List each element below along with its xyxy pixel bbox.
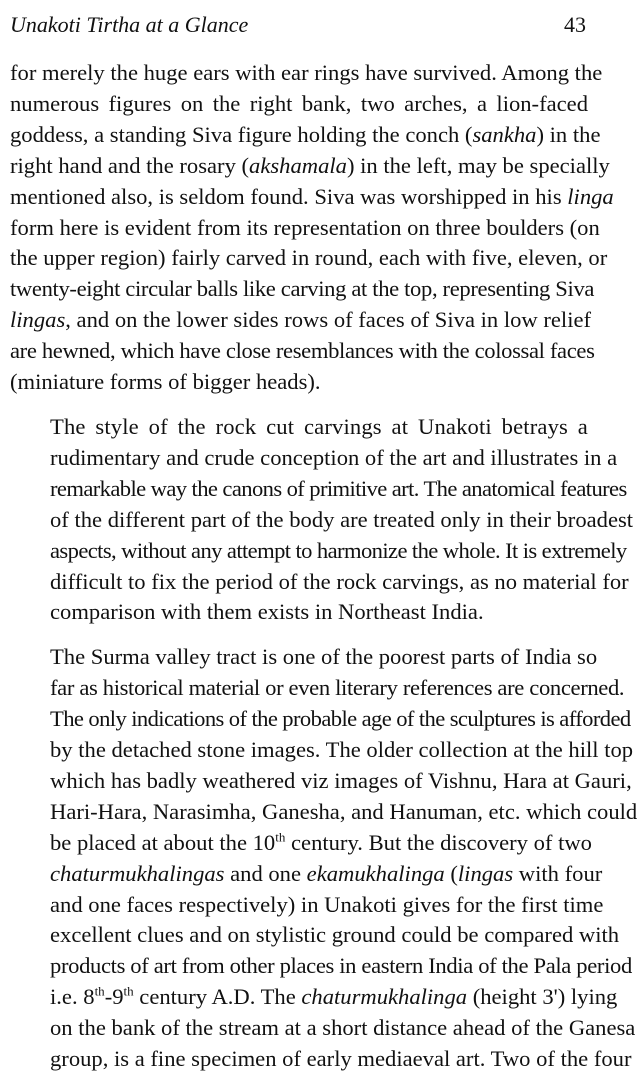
text-line: chaturmukhalingas and one ekamukhalinga (lingas with four (50, 860, 603, 886)
text-line: excellent clues and on stylistic ground could be compared with (50, 922, 620, 948)
paragraph-3 (10, 642, 637, 1075)
text-line: and one faces respectively) in Unakoti gives for the first time (50, 891, 604, 917)
page-body (10, 58, 637, 1075)
text-line: on the bank of the stream at a short distance ahead of the Ganesa (50, 1015, 636, 1041)
running-title: Unakoti Tirtha at a Glance (10, 12, 249, 37)
text-line: numerous figures on the right bank, two arches, a lion-faced (10, 90, 588, 116)
text-line: for merely the huge ears with ear rings have survived. Among the (10, 60, 603, 85)
text-line: be placed at about the 10th century. But the discovery of two (50, 829, 592, 855)
text-line: the upper region) fairly carved in round, each with five, eleven, or (10, 245, 608, 271)
text-line: lingas, and on the lower sides rows of faces of Siva in low relief (10, 307, 592, 333)
text-line: group, is a fine specimen of early mediaeval art. Two of the four (50, 1046, 632, 1072)
text-line: which has badly weathered viz images of Vishnu, Hara at Gauri, (50, 767, 632, 793)
paragraph-2 (10, 412, 634, 628)
text-line: goddess, a standing Siva figure holding the conch (sankha) in the (10, 121, 601, 147)
text-line: are hewned, which have close resemblances with the colossal faces (10, 338, 595, 364)
text-line: The only indications of the probable age of the sculptures is afforded (50, 706, 631, 732)
text-line: right hand and the rosary (akshamala) in the left, may be specially (10, 152, 610, 178)
text-line: products of art from other places in eastern India of the Pala period (50, 953, 632, 979)
paragraph-1 (10, 58, 614, 398)
text-line: i.e. 8th-9th century A.D. The chaturmukhalinga (height 3') lying (50, 983, 618, 1010)
text-line: difficult to fix the period of the rock carvings, as no material for (50, 568, 629, 594)
page-number: 43 (564, 12, 586, 37)
text-line: Hari-Hara, Narasimha, Ganesha, and Hanuman, etc. which could (50, 798, 637, 824)
text-line: aspects, without any attempt to harmonize the whole. It is extremely (50, 537, 627, 563)
text-line: by the detached stone images. The older collection at the hill top (50, 737, 634, 763)
text-line: The Surma valley tract is one of the poorest parts of India so (50, 644, 598, 670)
text-line: remarkable way the canons of primitive art. The anatomical features (50, 475, 627, 501)
page-header (10, 10, 586, 40)
text-line: comparison with them exists in Northeast India. (50, 599, 484, 625)
text-line: far as historical material or even literary references are concerned. (50, 675, 625, 701)
text-line: rudimentary and crude conception of the art and illustrates in a (50, 444, 618, 470)
text-line: (miniature forms of bigger heads). (10, 369, 321, 395)
text-line: The style of the rock cut carvings at Unakoti betrays a (50, 413, 588, 439)
text-line: mentioned also, is seldom found. Siva was worshipped in his linga (10, 183, 614, 209)
text-line: form here is evident from its representation on three boulders (on (10, 214, 600, 240)
text-line: twenty-eight circular balls like carving at the top, representing Siva (10, 276, 595, 302)
text-line: of the different part of the body are treated only in their broadest (50, 506, 634, 532)
